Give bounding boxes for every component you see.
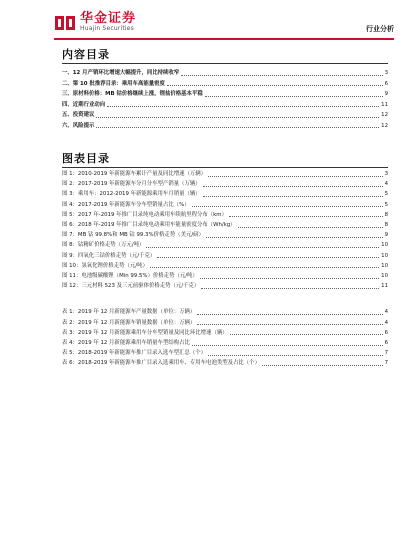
toc-entry-label: 图 3：乘用车：2012-2019 年新能源乘用车月销量（辆） — [62, 191, 201, 198]
toc-entry-page: 6 — [384, 340, 388, 346]
toc-entry-label: 图 12：三元材料 523 及三元前驱体价格走势（元/千克） — [62, 283, 200, 290]
toc-entry-page: 10 — [381, 262, 388, 269]
toc-entry-label: 图 4：2017-2019 年新能源车分车型销量占比（%） — [62, 201, 190, 208]
toc-entry-label: 表 2：2019 年 12 月新能源车销量数据（单位：万辆） — [62, 319, 196, 326]
toc-entry-page: 11 — [381, 101, 388, 108]
toc-entry-page: 5 — [384, 201, 388, 208]
huajin-logo-icon — [54, 13, 76, 33]
toc-entry-page: 8 — [384, 211, 388, 218]
toc-leader-dots — [203, 186, 383, 187]
toc-entry-label: 三、原材料价格：MB 钴价格继续上涨，锂盐价格基本平稳 — [62, 91, 203, 97]
toc-entry-label: 表 4：2019 年 12 月新能源乘用车销量车型结构占比 — [62, 340, 190, 346]
toc-entry-page: 6 — [384, 80, 388, 87]
toc-entry[interactable] — [62, 261, 388, 270]
toc-entry[interactable] — [62, 271, 388, 280]
toc-entry[interactable] — [62, 318, 388, 327]
toc-leader-dots — [238, 227, 383, 228]
toc-entry-page: 10 — [381, 273, 388, 279]
toc-entry[interactable] — [62, 200, 388, 209]
toc-leader-dots — [197, 324, 382, 325]
page-header — [54, 8, 394, 40]
toc-entry[interactable] — [62, 100, 388, 109]
toc-entry-label: 图 8：钴精矿价格走势（万元/吨） — [62, 242, 145, 249]
toc-leader-dots — [203, 196, 383, 197]
toc-entry-label: 表 5：2018-2019 年新能源车推广目录入选车型汇总（个） — [62, 350, 207, 357]
toc-entry-label: 表 3：2019 年 12 月新能源乘用车分车型销量及同比环比增速（辆） — [62, 329, 228, 336]
toc-entry-label: 二、第 10 批推荐目录：乘用车高能量密度 — [62, 80, 165, 87]
toc-entry-label: 图 6：2018 年-2019 年推广目录纯电动乘用车能量密度分布（Wh/kg） — [62, 222, 236, 228]
toc-entry[interactable] — [62, 307, 388, 316]
toc-entry-label: 图 7：MB 钴 99.8%和 MB 钴 99.3%价格走势（美元/磅） — [62, 232, 204, 239]
figures-title: 图表目录 — [62, 152, 110, 165]
toc-entry-label: 一、12 月产销环比增速大幅提升，同比持续收窄 — [62, 70, 180, 76]
toc-entry[interactable] — [62, 110, 388, 119]
toc-entry[interactable] — [62, 68, 388, 77]
toc-entry[interactable] — [62, 210, 388, 219]
toc-entry[interactable] — [62, 348, 388, 357]
report-category: 行业分析 — [366, 25, 394, 33]
header-divider — [54, 38, 394, 40]
toc-entry-label: 图 1：2010-2019 年新能源车累计产量及同比增速（万辆） — [62, 171, 207, 177]
toc-entry-page: 3 — [384, 70, 388, 76]
toc-entry[interactable] — [62, 89, 388, 98]
toc-entry[interactable] — [62, 169, 388, 178]
toc-entry-page: 10 — [381, 252, 388, 259]
toc-leader-dots — [208, 355, 383, 356]
toc-leader-dots — [262, 365, 383, 366]
toc-entry[interactable] — [62, 179, 388, 188]
toc-entry-page: 4 — [384, 309, 388, 316]
contents-title: 内容目录 — [62, 48, 110, 61]
toc-leader-dots — [167, 85, 383, 86]
toc-entry-page: 9 — [384, 232, 388, 239]
contents-divider — [62, 63, 388, 64]
toc-leader-dots — [192, 345, 383, 346]
toc-entry-label: 图 11：电池级碳酸锂（Min 99.5%）价格走势（元/吨） — [62, 273, 198, 279]
toc-entry-page: 4 — [384, 319, 388, 326]
brand-logo — [54, 12, 136, 33]
toc-entry[interactable] — [62, 220, 388, 229]
brand-name-en: Huajin Securities — [80, 25, 135, 32]
toc-leader-dots — [230, 334, 383, 335]
toc-leader-dots — [229, 216, 383, 217]
toc-leader-dots — [146, 247, 379, 248]
toc-leader-dots — [157, 257, 379, 258]
toc-entry-label: 表 6：2018-2019 年新能源车推广目录入选乘用车、专用车电池类型及占比（个） — [62, 360, 260, 367]
toc-leader-dots — [150, 267, 379, 268]
toc-entry-page: 10 — [381, 242, 388, 249]
toc-entry-page: 5 — [384, 191, 388, 198]
toc-entry-page: 3 — [384, 171, 388, 177]
toc-leader-dots — [201, 288, 379, 289]
toc-leader-dots — [107, 106, 379, 107]
toc-entry-page: 12 — [381, 112, 388, 118]
toc-entry-label: 四、近期行业动向 — [62, 101, 106, 108]
toc-entry-page: 7 — [384, 350, 388, 357]
toc-leader-dots — [96, 117, 379, 118]
toc-entry-page: 4 — [384, 181, 388, 188]
toc-entry-page: 12 — [381, 122, 388, 129]
toc-entry-label: 五、投资建议 — [62, 112, 95, 118]
toc-leader-dots — [200, 278, 379, 279]
toc-leader-dots — [205, 96, 383, 97]
toc-entry[interactable] — [62, 281, 388, 290]
toc-entry-label: 图 2：2017-2019 年新能源车分月分车型产销量（万辆） — [62, 181, 201, 188]
toc-leader-dots — [181, 75, 382, 76]
toc-leader-dots — [96, 127, 379, 128]
toc-leader-dots — [208, 176, 383, 177]
toc-leader-dots — [197, 314, 382, 315]
toc-leader-dots — [192, 206, 383, 207]
toc-entry-label: 表 1：2019 年 12 月新能源车产量数据（单位：万辆） — [62, 309, 196, 316]
brand-name-cn: 华金证券 — [80, 11, 137, 26]
toc-entry-page: 6 — [384, 329, 388, 336]
toc-entry-label: 图 5：2017 年-2019 年推广目录纯电动乘用车续航里程分布（km） — [62, 211, 227, 218]
toc-entry[interactable] — [62, 240, 388, 249]
toc-entry-page: 9 — [384, 91, 388, 97]
toc-entry[interactable] — [62, 358, 388, 367]
toc-entry[interactable] — [62, 79, 388, 88]
toc-entry-label: 图 10：氢氧化锂价格走势（元/吨） — [62, 262, 148, 269]
toc-entry[interactable] — [62, 121, 388, 130]
toc-leader-dots — [206, 237, 383, 238]
toc-entry[interactable] — [62, 189, 388, 198]
toc-entry[interactable] — [62, 338, 388, 347]
toc-entry-label: 六、风险提示 — [62, 122, 95, 129]
toc-entry[interactable] — [62, 328, 388, 337]
toc-entry-label: 图 9：四氧化三钴价格走势（元/千克） — [62, 252, 156, 259]
toc-entry-page: 7 — [384, 360, 388, 367]
toc-entry-page: 8 — [384, 222, 388, 228]
toc-entry[interactable] — [62, 230, 388, 239]
figures-divider — [62, 167, 388, 168]
toc-entry[interactable] — [62, 251, 388, 260]
toc-entry-page: 11 — [381, 283, 388, 290]
